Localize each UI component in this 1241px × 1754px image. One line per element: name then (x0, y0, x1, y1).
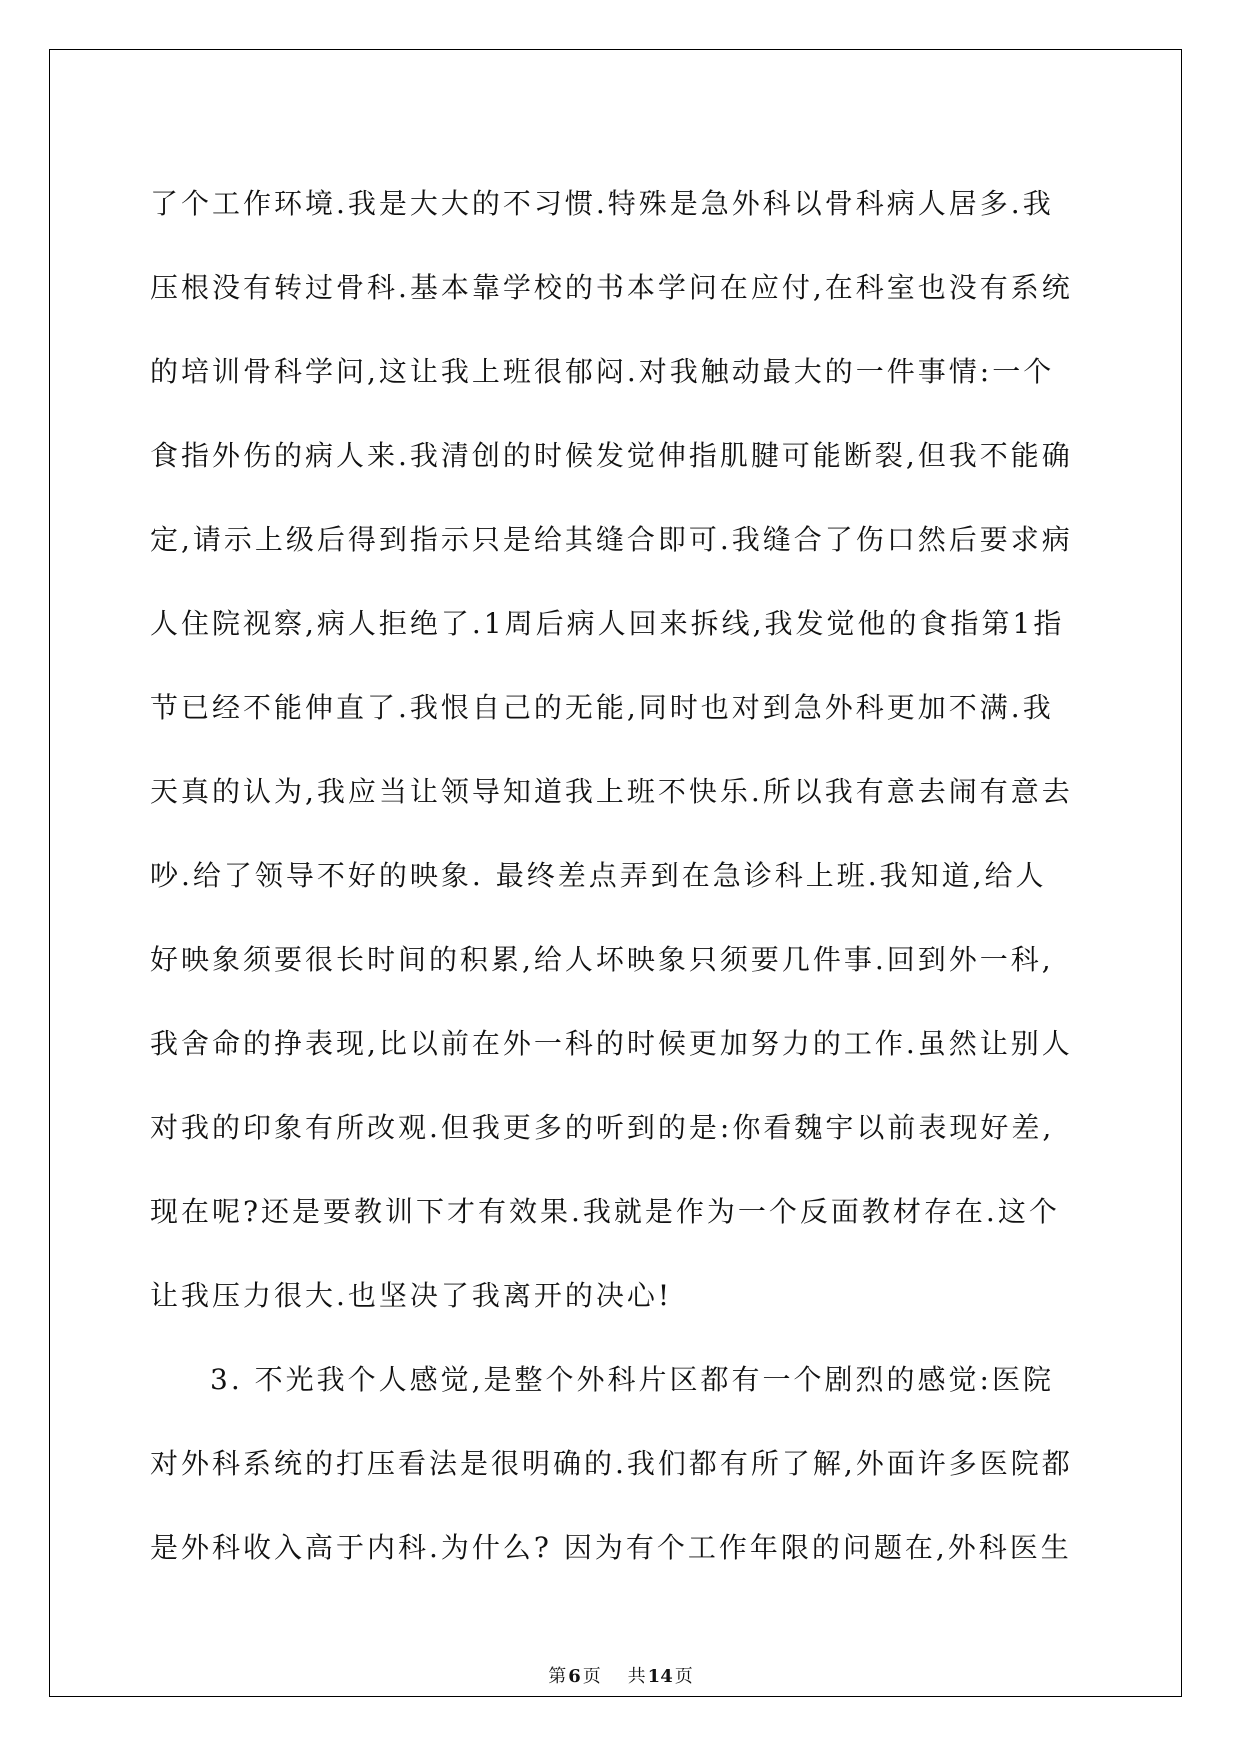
text-line: 人住院视察,病人拒绝了.1周后病人回来拆线,我发觉他的食指第1指 (150, 607, 1065, 640)
text-line: 是外科收入高于内科.为什么? 因为有个工作年限的问题在,外科医生 (150, 1531, 1072, 1564)
text-line: 了个工作环境.我是大大的不习惯.特殊是急外科以骨科病人居多.我 (150, 187, 1054, 220)
text-line: 对我的印象有所改观.但我更多的听到的是:你看魏宇以前表现好差, (150, 1111, 1055, 1144)
text-line: 3. 不光我个人感觉,是整个外科片区都有一个剧烈的感觉:医院 (210, 1363, 1054, 1396)
page-footer (0, 1662, 1241, 1688)
footer-page-word: 页 (582, 1666, 601, 1687)
footer-prefix: 第 (548, 1666, 567, 1687)
footer-current-page: 6 (568, 1666, 581, 1687)
text-line: 食指外伤的病人来.我清创的时候发觉伸指肌腱可能断裂,但我不能确 (150, 439, 1073, 472)
text-line: 定,请示上级后得到指示只是给其缝合即可.我缝合了伤口然后要求病 (150, 523, 1073, 556)
text-line: 让我压力很大.也坚决了我离开的决心! (150, 1279, 673, 1312)
text-line: 节已经不能伸直了.我恨自己的无能,同时也对到急外科更加不满.我 (150, 691, 1054, 724)
text-line: 我舍命的挣表现,比以前在外一科的时候更加努力的工作.虽然让别人 (150, 1027, 1073, 1060)
footer-total-pages: 14 (647, 1666, 673, 1687)
text-line: 的培训骨科学问,这让我上班很郁闷.对我触动最大的一件事情:一个 (150, 355, 1055, 388)
footer-total-prefix: 共 (627, 1666, 646, 1687)
text-line: 天真的认为,我应当让领导知道我上班不快乐.所以我有意去闹有意去 (150, 775, 1073, 808)
text-line: 吵.给了领导不好的映象. 最终差点弄到在急诊科上班.我知道,给人 (150, 859, 1047, 892)
footer-total-suffix: 页 (674, 1666, 693, 1687)
text-line: 现在呢?还是要教训下才有效果.我就是作为一个反面教材存在.这个 (150, 1195, 1060, 1228)
document-body (150, 162, 1090, 1590)
text-line: 压根没有转过骨科.基本靠学校的书本学问在应付,在科室也没有系统 (150, 271, 1073, 304)
text-line: 对外科系统的打压看法是很明确的.我们都有所了解,外面许多医院都 (150, 1447, 1073, 1480)
text-line: 好映象须要很长时间的积累,给人坏映象只须要几件事.回到外一科, (150, 943, 1054, 976)
